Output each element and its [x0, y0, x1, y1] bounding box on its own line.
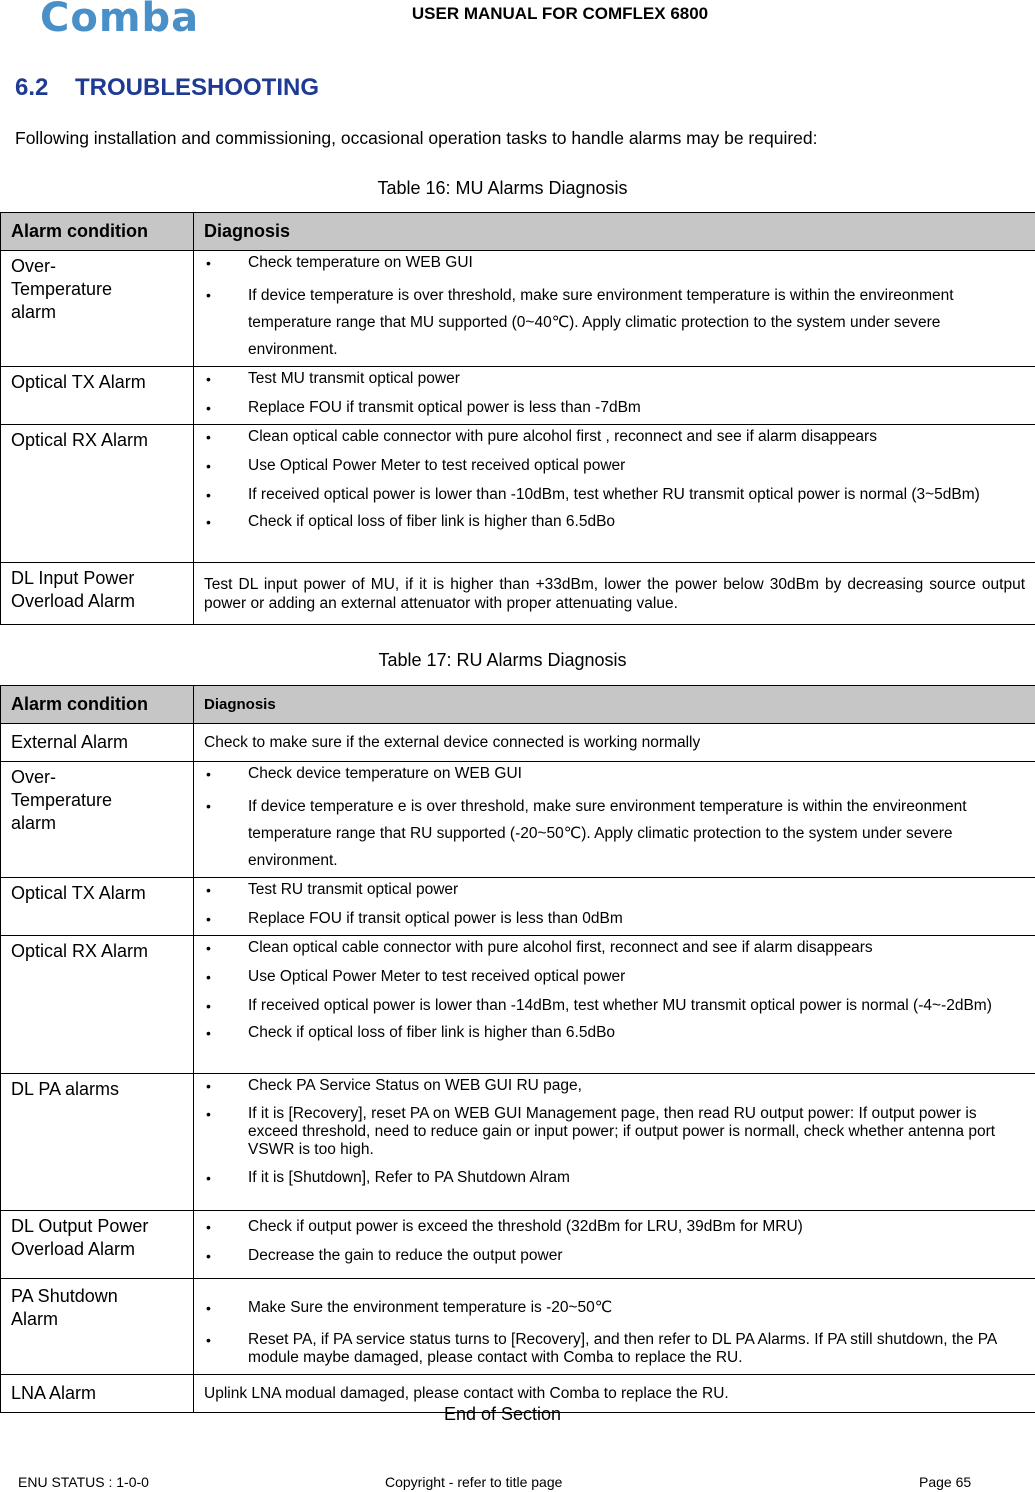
- table17-caption: Table 17: RU Alarms Diagnosis: [378, 650, 627, 670]
- list-item: • Check PA Service Status on WEB GUI RU page,: [204, 1077, 1025, 1095]
- logo-text: Comba: [40, 0, 200, 41]
- mu-alarms-table: [0, 212, 1035, 625]
- diagnosis-cell: [194, 367, 1035, 425]
- column-header-condition: Alarm condition: [1, 686, 194, 724]
- table-row: [1, 762, 1035, 878]
- alarm-condition: Over- Temperature alarm: [1, 762, 194, 878]
- diagnosis-cell: [194, 251, 1035, 367]
- list-item: • Check if optical loss of fiber link is higher than 6.5dBo: [204, 1024, 1025, 1042]
- table-row: [1, 251, 1035, 367]
- table16-caption: Table 16: MU Alarms Diagnosis: [377, 178, 628, 198]
- diagnosis-cell: [194, 1074, 1035, 1211]
- table-row: [1, 1211, 1035, 1279]
- list-item: • Test MU transmit optical power: [204, 370, 1025, 388]
- alarm-condition: DL Input Power Overload Alarm: [1, 563, 194, 625]
- document-title: USER MANUAL FOR COMFLEX 6800: [411, 4, 709, 23]
- footer-status: ENU STATUS : 1-0-0: [18, 1474, 149, 1490]
- alarm-condition: Optical RX Alarm: [1, 936, 194, 1074]
- list-item: • Check device temperature on WEB GUI: [204, 765, 1025, 783]
- end-of-section: End of Section: [443, 1404, 562, 1424]
- table-row: [1, 878, 1035, 936]
- alarm-condition: Over- Temperature alarm: [1, 251, 194, 367]
- table-row: [1, 1074, 1035, 1211]
- alarm-condition: Optical RX Alarm: [1, 425, 194, 563]
- section-number: 6.2: [15, 74, 49, 101]
- list-item: • Use Optical Power Meter to test received optical power: [204, 457, 1025, 475]
- column-header-condition: Alarm condition: [1, 213, 194, 251]
- list-item: • Replace FOU if transit optical power is less than 0dBm: [204, 910, 1025, 928]
- table-row: [1, 563, 1035, 625]
- table-header-row: [1, 213, 1035, 251]
- diagnosis-cell: [194, 1279, 1035, 1375]
- list-item: • Test RU transmit optical power: [204, 881, 1025, 899]
- diagnosis-cell: Uplink LNA modual damaged, please contact with Comba to replace the RU.: [194, 1375, 1035, 1413]
- list-item: • Clean optical cable connector with pure alcohol first, reconnect and see if alarm disappears: [204, 939, 1025, 957]
- footer-copyright: Copyright - refer to title page: [385, 1474, 563, 1490]
- section-heading: [15, 74, 319, 102]
- alarm-condition: Optical TX Alarm: [1, 367, 194, 425]
- list-item: • Clean optical cable connector with pure alcohol first , reconnect and see if alarm disappears: [204, 428, 1025, 446]
- list-item: • Check if optical loss of fiber link is higher than 6.5dBo: [204, 513, 1025, 531]
- diagnosis-cell: [194, 425, 1035, 563]
- section-title: TROUBLESHOOTING: [75, 74, 319, 101]
- table-row: [1, 367, 1035, 425]
- list-item: • If it is [Recovery], reset PA on WEB GUI Management page, then read RU output power: If output power is exceed threshold, need to reduce gain or input power; if output power is normall, check whether antenna port VSWR is too high.: [204, 1105, 1025, 1159]
- list-item: • Decrease the gain to reduce the output power: [204, 1247, 1025, 1265]
- table-row: [1, 425, 1035, 563]
- table-row: [1, 1279, 1035, 1375]
- list-item: • Check temperature on WEB GUI: [204, 254, 1025, 272]
- alarm-condition: LNA Alarm: [1, 1375, 194, 1413]
- comba-logo: [40, 0, 224, 40]
- alarm-condition: External Alarm: [1, 724, 194, 762]
- list-item: • If device temperature is over threshold, make sure environment temperature is within the envireonment temperature range that MU supported (0~40℃). Apply climatic protection to the system under severe environment.: [204, 282, 1025, 363]
- alarm-condition: PA Shutdown Alarm: [1, 1279, 194, 1375]
- intro-paragraph: Following installation and commissioning, occasional operation tasks to handle alarms may be required:: [15, 128, 818, 148]
- alarm-condition: Optical TX Alarm: [1, 878, 194, 936]
- diagnosis-cell: [194, 878, 1035, 936]
- list-item: • If received optical power is lower than -10dBm, test whether RU transmit optical power is normal (3~5dBm): [204, 486, 1025, 504]
- list-item: • Use Optical Power Meter to test received optical power: [204, 968, 1025, 986]
- list-item: • Reset PA, if PA service status turns to [Recovery], and then refer to DL PA Alarms. If PA still shutdown, the PA module maybe damaged, please contact with Comba to replace the RU.: [204, 1331, 1025, 1367]
- alarm-condition: DL PA alarms: [1, 1074, 194, 1211]
- diagnosis-cell: [194, 1211, 1035, 1279]
- column-header-diagnosis: Diagnosis: [194, 213, 1035, 251]
- list-item: • Check if output power is exceed the threshold (32dBm for LRU, 39dBm for MRU): [204, 1218, 1025, 1236]
- table-row: [1, 724, 1035, 762]
- diagnosis-cell: [194, 936, 1035, 1074]
- column-header-diagnosis: Diagnosis: [194, 686, 1035, 724]
- table-row: [1, 936, 1035, 1074]
- alarm-condition: DL Output Power Overload Alarm: [1, 1211, 194, 1279]
- list-item: • Replace FOU if transmit optical power is less than -7dBm: [204, 399, 1025, 417]
- table-header-row: [1, 686, 1035, 724]
- diagnosis-cell: Test DL input power of MU, if it is higher than +33dBm, lower the power below 30dBm by decreasing source output power or adding an external attenuator with proper attenuating value.: [194, 563, 1035, 625]
- list-item: • If device temperature e is over threshold, make sure environment temperature is within the envireonment temperature range that RU supported (-20~50℃). Apply climatic protection to the system under severe environment.: [204, 793, 1025, 874]
- list-item: • Make Sure the environment temperature is -20~50℃: [204, 1299, 1025, 1317]
- diagnosis-cell: Check to make sure if the external device connected is working normally: [194, 724, 1035, 762]
- list-item: • If received optical power is lower than -14dBm, test whether MU transmit optical power is normal (-4~-2dBm): [204, 997, 1025, 1015]
- footer-page-number: Page 65: [919, 1474, 972, 1490]
- ru-alarms-table: [0, 685, 1035, 1413]
- list-item: • If it is [Shutdown], Refer to PA Shutdown Alram: [204, 1169, 1025, 1187]
- diagnosis-cell: [194, 762, 1035, 878]
